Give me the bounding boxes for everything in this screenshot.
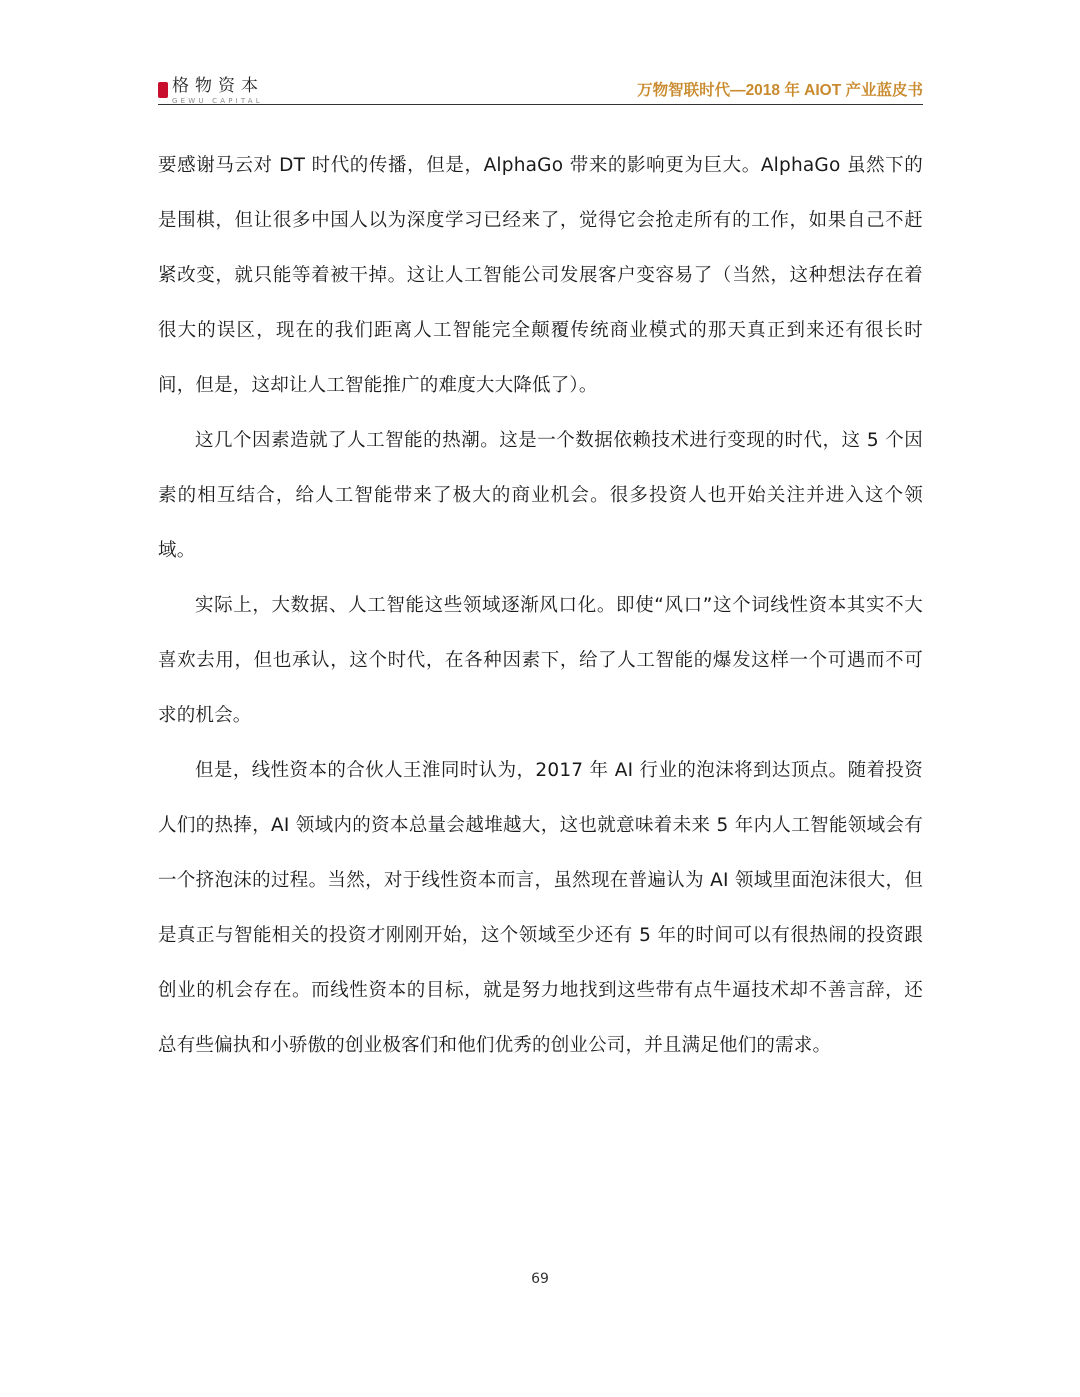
header-divider [158,104,923,105]
paragraph-3: 实际上，大数据、人工智能这些领域逐渐风口化。即使“风口”这个词线性资本其实不大喜欢去用，但也承认，这个时代，在各种因素下，给了人工智能的爆发这样一个可遇而不可求的机会。 [158,595,923,726]
company-logo [158,76,264,104]
paragraph-4: 但是，线性资本的合伙人王淮同时认为，2017 年 AI 行业的泡沫将到达顶点。随着投资人们的热捧，AI 领域内的资本总量会越堆越大，这也就意味着未来 5 年内人工智能领域会有一个挤泡沫的过程。当然，对于线性资本而言，虽然现在普遍认为 AI 领域里面泡沫很大，但是真正与智能相关的投资才刚刚开始，这个领域至少还有 5 年的时间可以有很热闹的投资跟创业的机会存在。而线性资本的目标，就是努力地找到这些带有点牛逼技术却不善言辞，还总有些偏执和小骄傲的创业极客们和他们优秀的创业公司，并且满足他们的需求。 [158,760,923,1056]
page-header [158,72,923,106]
logo-seal-icon [158,82,168,98]
document-title: 万物智联时代—2018 年 AIOT 产业蓝皮书 [637,82,923,99]
body-text [158,138,923,1073]
page-number: 69 [531,1271,549,1287]
logo-text [172,76,264,105]
paragraph-2: 这几个因素造就了人工智能的热潮。这是一个数据依赖技术进行变现的时代，这 5 个因素的相互结合，给人工智能带来了极大的商业机会。很多投资人也开始关注并进入这个领域。 [158,430,923,561]
logo-name-cn: 格物资本 [172,76,264,96]
logo-name-en: GEWU CAPITAL [172,97,263,105]
paragraph-1: 要感谢马云对 DT 时代的传播，但是，AlphaGo 带来的影响更为巨大。AlphaGo 虽然下的是围棋，但让很多中国人以为深度学习已经来了，觉得它会抢走所有的工作，如果自己不赶紧改变，就只能等着被干掉。这让人工智能公司发展客户变容易了（当然，这种想法存在着很大的误区，现在的我们距离人工智能完全颠覆传统商业模式的那天真正到来还有很长时间，但是，这却让人工智能推广的难度大大降低了）。 [158,155,923,396]
